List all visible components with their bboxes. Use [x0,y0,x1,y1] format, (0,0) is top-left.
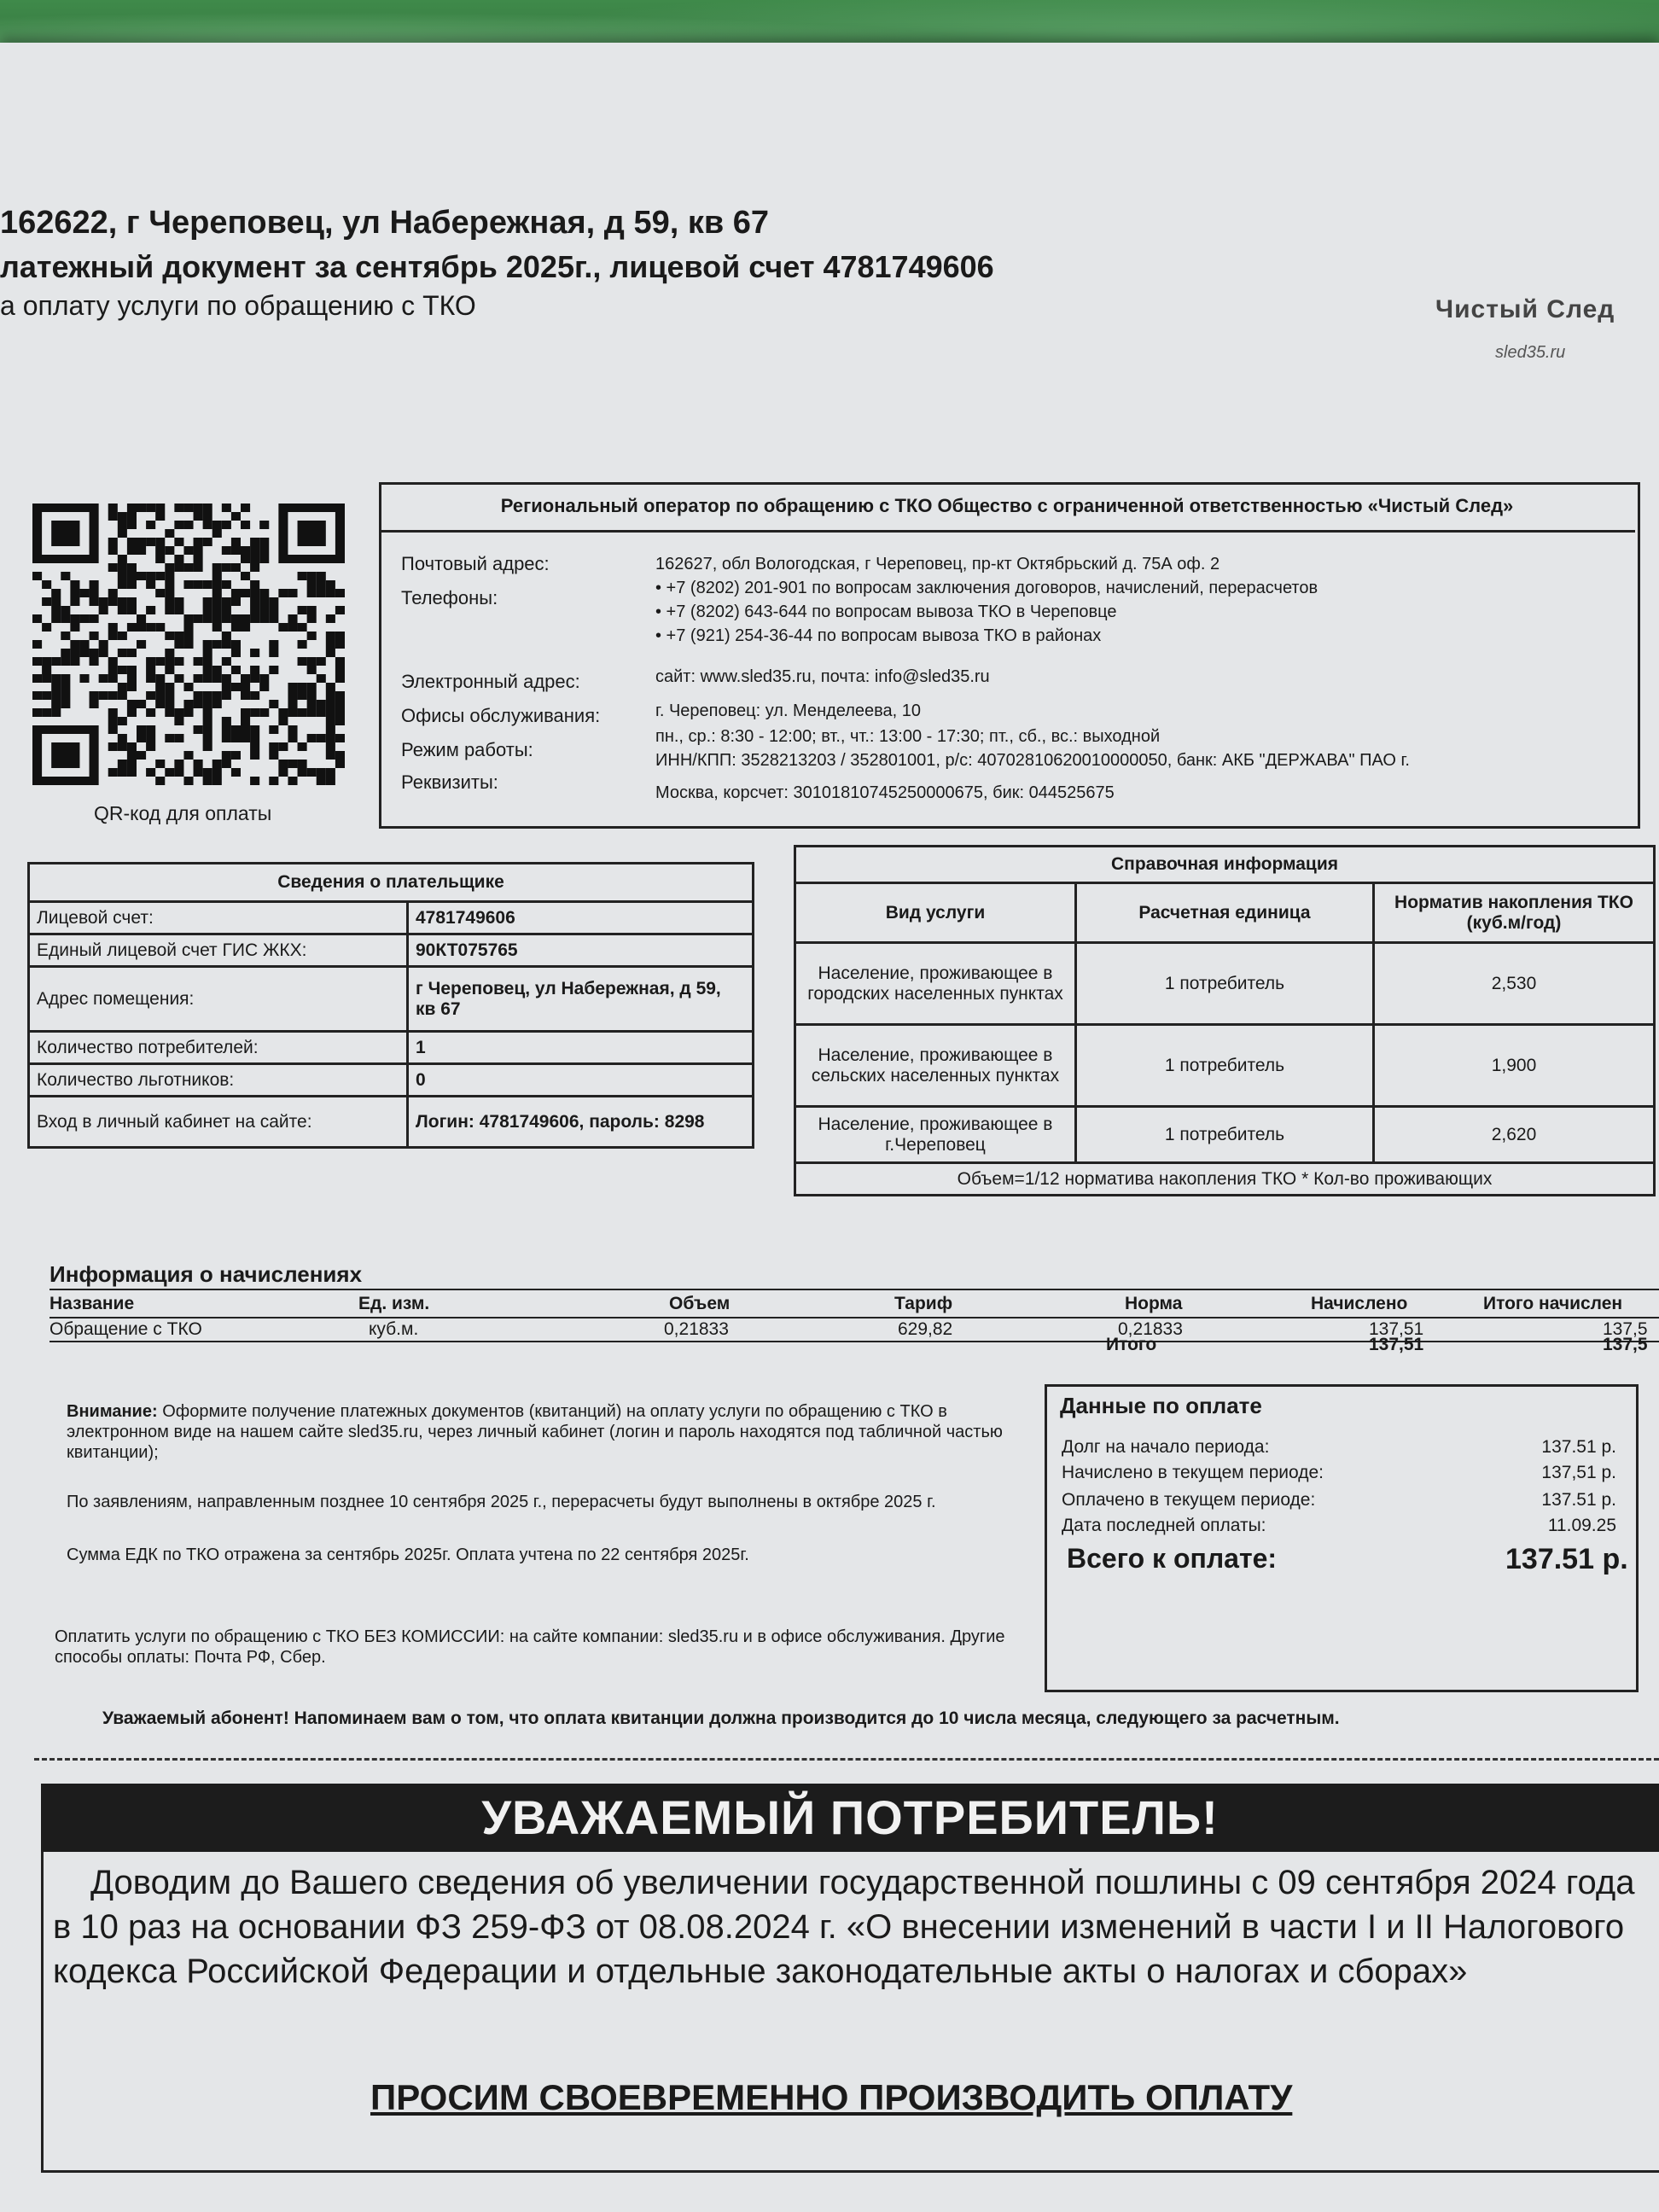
payer-label: Адрес помещения: [29,967,408,1032]
warning-note [67,1401,1026,1463]
payer-value: г Череповец, ул Набережная, д 59, кв 67 [408,967,754,1032]
operator-title: Региональный оператор по обращению с ТКО Общество с ограниченной ответственностью «Чистый След» [379,482,1635,533]
payment-value: 137.51 р. [1541,1490,1616,1510]
reference-table [794,845,1656,1196]
operator-label: Телефоны: [401,587,498,608]
payer-label: Вход в личный кабинет на сайте: [29,1097,408,1148]
reference-unit: 1 потребитель [1076,1025,1374,1107]
notice-call-to-action: ПРОСИМ СВОЕВРЕМЕННО ПРОИЗВОДИТЬ ОПЛАТУ [370,2077,1293,2117]
charges-cell: 0,21833 [664,1319,729,1339]
service-description: а оплату услуги по обращению с ТКО [0,290,476,321]
payment-box [1045,1384,1639,1692]
payment-value: 11.09.25 [1547,1516,1616,1535]
operator-label: Почтовый адрес: [401,553,550,574]
payment-value: 137,51 р. [1541,1463,1616,1482]
operator-box [379,482,1640,829]
operator-value: • +7 (8202) 201-901 по вопросам заключения договоров, начислений, перерасчетов [655,579,1318,597]
charges-header: Название [49,1294,135,1313]
reference-title: Справочная информация [795,847,1655,883]
company-site: sled35.ru [1495,343,1566,362]
warning-text: Оформите получение платежных документов (квитанций) на оплату услуги по обращению с ТКО в электронном виде на нашем сайте sled35.ru, через личный кабинет (логин и пароль находятся под табличной частью квитанции); [67,1402,1003,1462]
reference-unit: 1 потребитель [1076,943,1374,1025]
operator-value: 162627, обл Вологодская, г Череповец, пр-кт Октябрьский д. 75А оф. 2 [655,555,1220,573]
payment-title: Данные по оплате [1060,1393,1262,1418]
payer-value: 1 [408,1032,754,1064]
payer-title: Сведения о плательщике [29,864,754,902]
payer-value: 90КТ075765 [408,934,754,967]
charges-header: Тариф [894,1294,953,1313]
payment-reminder: Уважаемый абонент! Напоминаем вам о том, что оплата квитанции должна производится до 10 числа месяца, следующего за расчетным. [102,1708,1340,1728]
payer-label: Единый лицевой счет ГИС ЖКХ: [29,934,408,967]
edk-note: Сумма ЕДК по ТКО отражена за сентябрь 2025г. Оплата учтена по 22 сентября 2025г. [67,1545,749,1564]
charges-total-label: Итого [1106,1335,1157,1354]
reference-unit: 1 потребитель [1076,1107,1374,1163]
reference-norm: 2,530 [1374,943,1655,1025]
payment-total-value: 137.51 р. [1505,1543,1628,1575]
payer-label: Лицевой счет: [29,902,408,934]
charges-total-overall: 137,5 [1603,1335,1648,1354]
consumer-address: 162622, г Череповец, ул Набережная, д 59, кв 67 [0,205,770,241]
operator-label: Офисы обслуживания: [401,705,601,726]
document-title: латежный документ за сентябрь 2025г., лицевой счет 4781749606 [0,249,994,284]
pay-methods-note: Оплатить услуги по обращению с ТКО БЕЗ КОМИССИИ: на сайте компании: sled35.ru и в офисе обслуживания. Другие способы оплаты: Почта РФ, Сбер. [55,1627,1005,1667]
charges-cell: 629,82 [898,1319,953,1339]
reference-footer: Объем=1/12 норматива накопления ТКО * Кол-во проживающих [795,1163,1655,1196]
charges-header: Объем [669,1294,731,1313]
charges-cell: 137,5 [1603,1319,1648,1339]
payment-total-label: Всего к оплате: [1067,1543,1278,1574]
reference-service: Население, проживающее в городских населенных пунктах [795,943,1076,1025]
reference-column-header: Вид услуги [795,883,1076,943]
operator-value: г. Череповец: ул. Менделеева, 10 [655,701,922,720]
charges-header: Итого начислен [1483,1294,1623,1313]
reference-norm: 2,620 [1374,1107,1655,1163]
qr-code-icon [32,504,345,785]
operator-label: Режим работы: [401,739,533,760]
operator-value: пн., ср.: 8:30 - 12:00; вт., чт.: 13:00 - 17:30; пт., сб., вс.: выходной [655,727,1161,746]
payment-label: Долг на начало периода: [1062,1437,1270,1457]
payer-label: Количество потребителей: [29,1032,408,1064]
reference-column-header: Норматив накопления ТКО (куб.м/год) [1374,883,1655,943]
operator-value: ИНН/КПП: 3528213203 / 352801001, р/с: 40702810620010000050, банк: АКБ "ДЕРЖАВА" ПАО г. [655,751,1410,770]
notice-title: УВАЖАЕМЫЙ ПОТРЕБИТЕЛЬ! [41,1784,1659,1852]
warning-label: Внимание: [67,1402,158,1421]
charges-header: Ед. изм. [358,1294,430,1313]
charges-total-charged: 137,51 [1369,1335,1424,1354]
recalc-note: По заявлениям, направленным позднее 10 сентября 2025 г., перерасчеты будут выполнены в октябре 2025 г. [67,1493,936,1511]
reference-norm: 1,900 [1374,1025,1655,1107]
divider [49,1317,1659,1318]
divider [49,1289,1659,1290]
payment-label: Начислено в текущем периоде: [1062,1463,1324,1482]
tear-line [34,1758,1659,1761]
reference-column-header: Расчетная единица [1076,883,1374,943]
operator-label: Электронный адрес: [401,671,580,692]
charges-title: Информация о начислениях [49,1261,363,1287]
charges-cell: 137,51 [1369,1319,1424,1339]
payment-label: Дата последней оплаты: [1062,1516,1266,1535]
company-logo: Чистый След [1435,295,1615,323]
charges-cell: Обращение с ТКО [49,1319,202,1339]
payer-label: Количество льготников: [29,1064,408,1097]
operator-value: • +7 (921) 254-36-44 по вопросам вывоза ТКО в районах [655,626,1102,645]
payer-table [27,862,754,1149]
charges-header: Начислено [1311,1294,1408,1313]
operator-label: Реквизиты: [401,771,498,793]
reference-service: Население, проживающее в г.Череповец [795,1107,1076,1163]
payer-value: Логин: 4781749606, пароль: 8298 [408,1097,754,1148]
payer-value: 0 [408,1064,754,1097]
charges-header: Норма [1125,1294,1183,1313]
operator-value: сайт: www.sled35.ru, почта: info@sled35.ru [655,667,990,686]
payment-label: Оплачено в текущем периоде: [1062,1490,1316,1510]
notice-body: Доводим до Вашего сведения об увеличении государственной пошлины с 09 сентября 2024 года в 10 раз на основании ФЗ 259-ФЗ от 08.08.2024 г. «О внесении изменений в части I и II Налогового кодекса Российской Федерации и отдельные законодательные акты о налогах и сборах» [53,1864,1635,1990]
qr-label: QR-код для оплаты [94,802,272,824]
payment-value: 137.51 р. [1541,1437,1616,1457]
operator-value: • +7 (8202) 643-644 по вопросам вывоза ТКО в Череповце [655,602,1117,621]
reference-service: Население, проживающее в сельских населенных пунктах [795,1025,1076,1107]
operator-value: Москва, корсчет: 30101810745250000675, бик: 044525675 [655,783,1115,802]
charges-cell: куб.м. [369,1319,419,1339]
charges-cell: 0,21833 [1118,1319,1183,1339]
payer-value: 4781749606 [408,902,754,934]
